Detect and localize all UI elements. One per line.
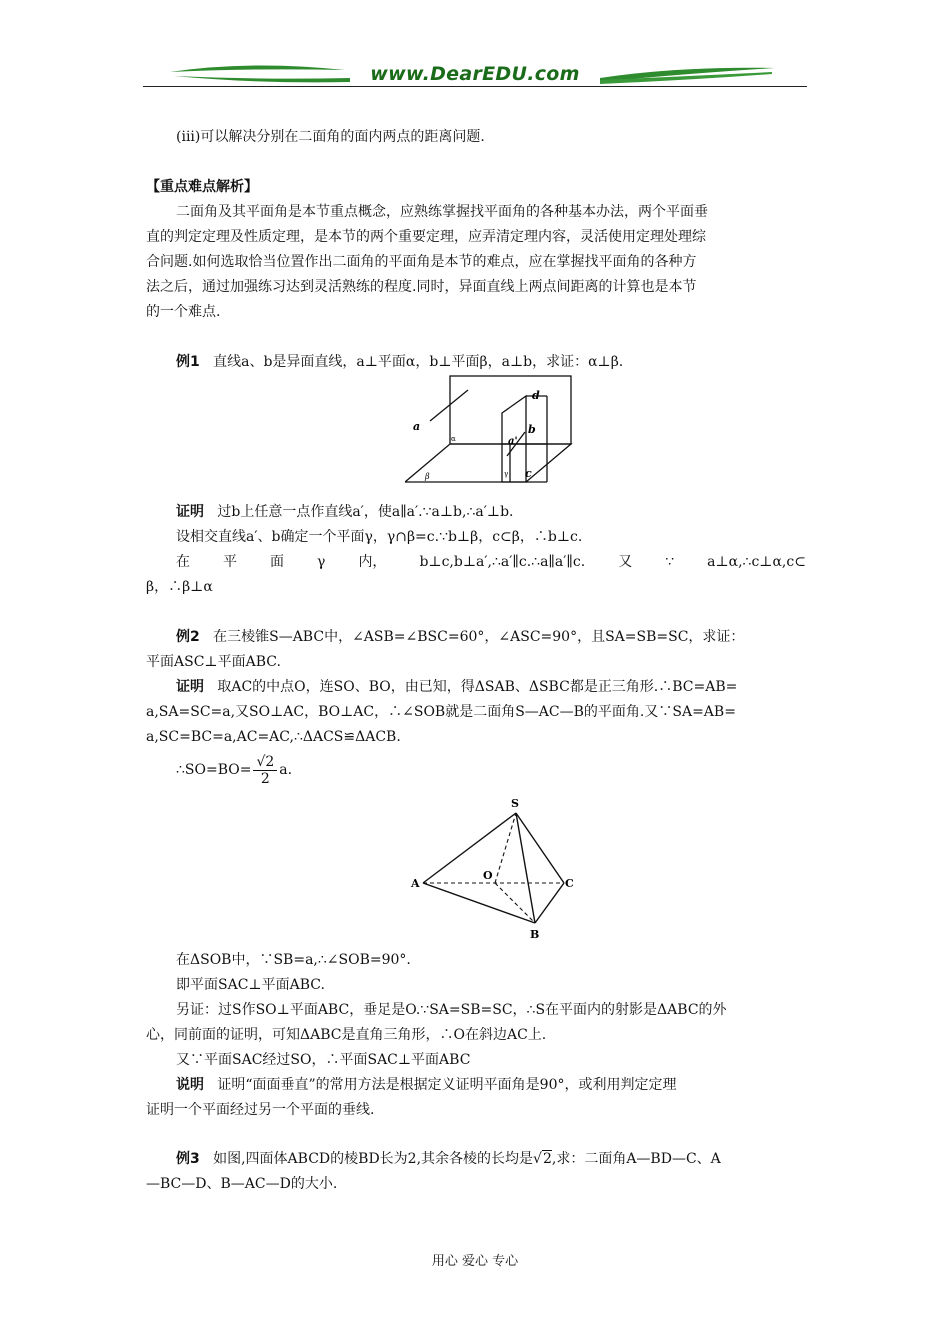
example2-note-label: 说明 (176, 1077, 204, 1093)
example2-proof-line1: 取AC的中点O，连SO、BO，由已知，得ΔSAB、ΔSBC都是正三角形.∴BC=AB= (217, 679, 738, 695)
key-points-heading: 【重点难点解析】 (146, 179, 258, 195)
sqrt-symbol: √ (533, 1151, 542, 1167)
example1-proof-row (176, 502, 513, 522)
example3-line1-prefix: 如图,四面体ABCD的棱BD长为2,其余各棱的长均是 (213, 1151, 534, 1167)
example1-label: 例1 (176, 354, 200, 370)
example2-alt-line2: 心，同前面的证明，可知ΔABC是直角三角形，∴O在斜边AC上. (146, 1027, 547, 1043)
proof-line3-part: 在 (176, 554, 190, 570)
fig1-label-alpha: α (451, 435, 456, 443)
fig2-label-O: O (483, 869, 493, 882)
site-logo-text: www.DearEDU.com (370, 63, 580, 85)
example2-statement-line2: 平面ASC⊥平面ABC. (146, 654, 281, 670)
example3-label: 例3 (176, 1151, 200, 1167)
key-points-line: 二面角及其平面角是本节重点概念，应熟练掌握找平面角的各种基本办法，两个平面垂 (176, 204, 708, 220)
example2-label: 例2 (176, 629, 200, 645)
key-points-line: 直的判定定理及性质定理，是本节的两个重要定理，应弄清定理内容，灵活使用定理处理综 (146, 229, 706, 245)
example2-after-line2: 即平面SAC⊥平面ABC. (176, 977, 325, 993)
example2-statement-line1: 在三棱锥S—ABC中，∠ASB=∠BSC=60°，∠ASC=90°，且SA=SB=SC，求证： (213, 629, 745, 645)
example1-statement: 直线a、b是异面直线，a⊥平面α，b⊥平面β，a⊥b，求证：α⊥β. (213, 354, 624, 370)
example3-line2: —BC—D、B—AC—D的大小. (146, 1176, 338, 1192)
example1-proof-line3 (176, 552, 806, 572)
footer-text: 用心 爱心 专心 (431, 1254, 519, 1269)
edge-SB (516, 813, 535, 923)
edge-SO-dashed (495, 813, 516, 883)
example2-pyramid-figure (405, 795, 585, 945)
proof-line3-part: b⊥c,b⊥a′,∴a′∥c.∴a∥a′∥c. (419, 554, 586, 570)
so-eq-suffix: a. (279, 762, 293, 778)
fraction-denominator: 2 (260, 770, 270, 787)
example2-alt-line3: 又∵平面SAC经过SO，∴平面SAC⊥平面ABC (176, 1052, 471, 1068)
example2-proof-label: 证明 (176, 679, 204, 695)
example1-statement-row (176, 352, 623, 372)
example3-line1-suffix: ,求：二面角A—BD—C、A (551, 1151, 721, 1167)
fig2-label-S: S (511, 797, 519, 810)
plane-beta-parallelogram (405, 444, 571, 482)
section-iii-text: (iii)可以解决分别在二面角的面内两点的距离问题. (176, 129, 485, 145)
fig2-label-A: A (411, 877, 420, 890)
example2-so-equation (176, 752, 292, 788)
edge-SA (423, 813, 516, 883)
example2-after-line1: 在ΔSOB中，∵SB=a,∴∠SOB=90°. (176, 952, 411, 968)
proof-line3-part: ∵ (665, 554, 675, 570)
example1-proof-line4: β，∴β⊥α (146, 579, 213, 595)
fig1-label-a-prime: a' (508, 436, 518, 447)
key-points-line: 法之后，通过加强练习达到灵活熟练的程度.同时，异面直线上两点间距离的计算也是本节 (146, 279, 697, 295)
fig1-label-a: a (413, 420, 421, 433)
fig1-label-b: b (528, 423, 536, 436)
example2-note-line2: 证明一个平面经过另一个平面的垂线. (146, 1102, 375, 1118)
so-eq-prefix: ∴SO=BO= (176, 762, 252, 778)
example1-proof-label: 证明 (176, 504, 204, 520)
fig1-label-gamma: γ (504, 470, 509, 478)
line-a (430, 390, 468, 421)
proof-line3-part: 平 (223, 554, 238, 570)
proof-line3-part: 面 (270, 554, 285, 570)
example2-alt-line1: 另证：过S作SO⊥平面ABC，垂足是O.∵SA=SB=SC，∴S在平面内的射影是ΔABC的外 (176, 1002, 727, 1018)
proof-line3-part: 又 (618, 554, 633, 570)
proof-line3-part: γ (317, 554, 326, 570)
example2-note-row (176, 1075, 677, 1095)
proof-line3-part: 内， (358, 554, 387, 570)
fig2-label-C: C (565, 877, 574, 890)
edge-AB (423, 883, 535, 923)
fig1-label-d: d (532, 389, 540, 402)
sqrt-radicand: 2 (542, 1151, 552, 1167)
example2-statement-row (176, 627, 744, 647)
example2-proof-row (176, 677, 737, 697)
example2-proof-line3: a,SC=BC=a,AC=AC,∴ΔACS≌ΔACB. (146, 729, 401, 745)
example3-statement-row (176, 1149, 721, 1169)
fig2-label-B: B (530, 928, 540, 941)
fig1-label-c: c (525, 467, 532, 480)
key-points-line: 的一个难点. (146, 304, 221, 320)
proof-line3-part: a⊥α,∴c⊥α,c⊂ (707, 554, 806, 570)
example2-note-line1: 证明“面面垂直”的常用方法是根据定义证明平面角是90°，或利用判定定理 (217, 1077, 677, 1093)
edge-SC (516, 813, 564, 883)
example2-proof-line2: a,SA=SC=a,又SO⊥AC，BO⊥AC，∴∠SOB就是二面角S—AC—B的平面角.又∵SA=AB= (146, 704, 736, 720)
fig1-label-beta: β (425, 472, 430, 481)
key-points-line: 合问题.如何选取恰当位置作出二面角的平面角是本节的难点，应在掌握找平面角的各种方 (146, 254, 697, 270)
example1-proof-line2: 设相交直线a′、b确定一个平面γ，γ∩β=c.∵b⊥β，c⊂β，∴b⊥c. (176, 529, 583, 545)
header-rule (143, 86, 807, 87)
fraction-numerator: √2 (253, 754, 277, 771)
example1-figure (405, 372, 580, 486)
example1-proof-line1: 过b上任意一点作直线a′，使a∥a′.∵a⊥b,∴a′⊥b. (217, 504, 514, 520)
sqrt2-over-2-fraction (253, 754, 277, 787)
plane-alpha-rect (450, 376, 571, 444)
edge-BC (535, 883, 564, 923)
